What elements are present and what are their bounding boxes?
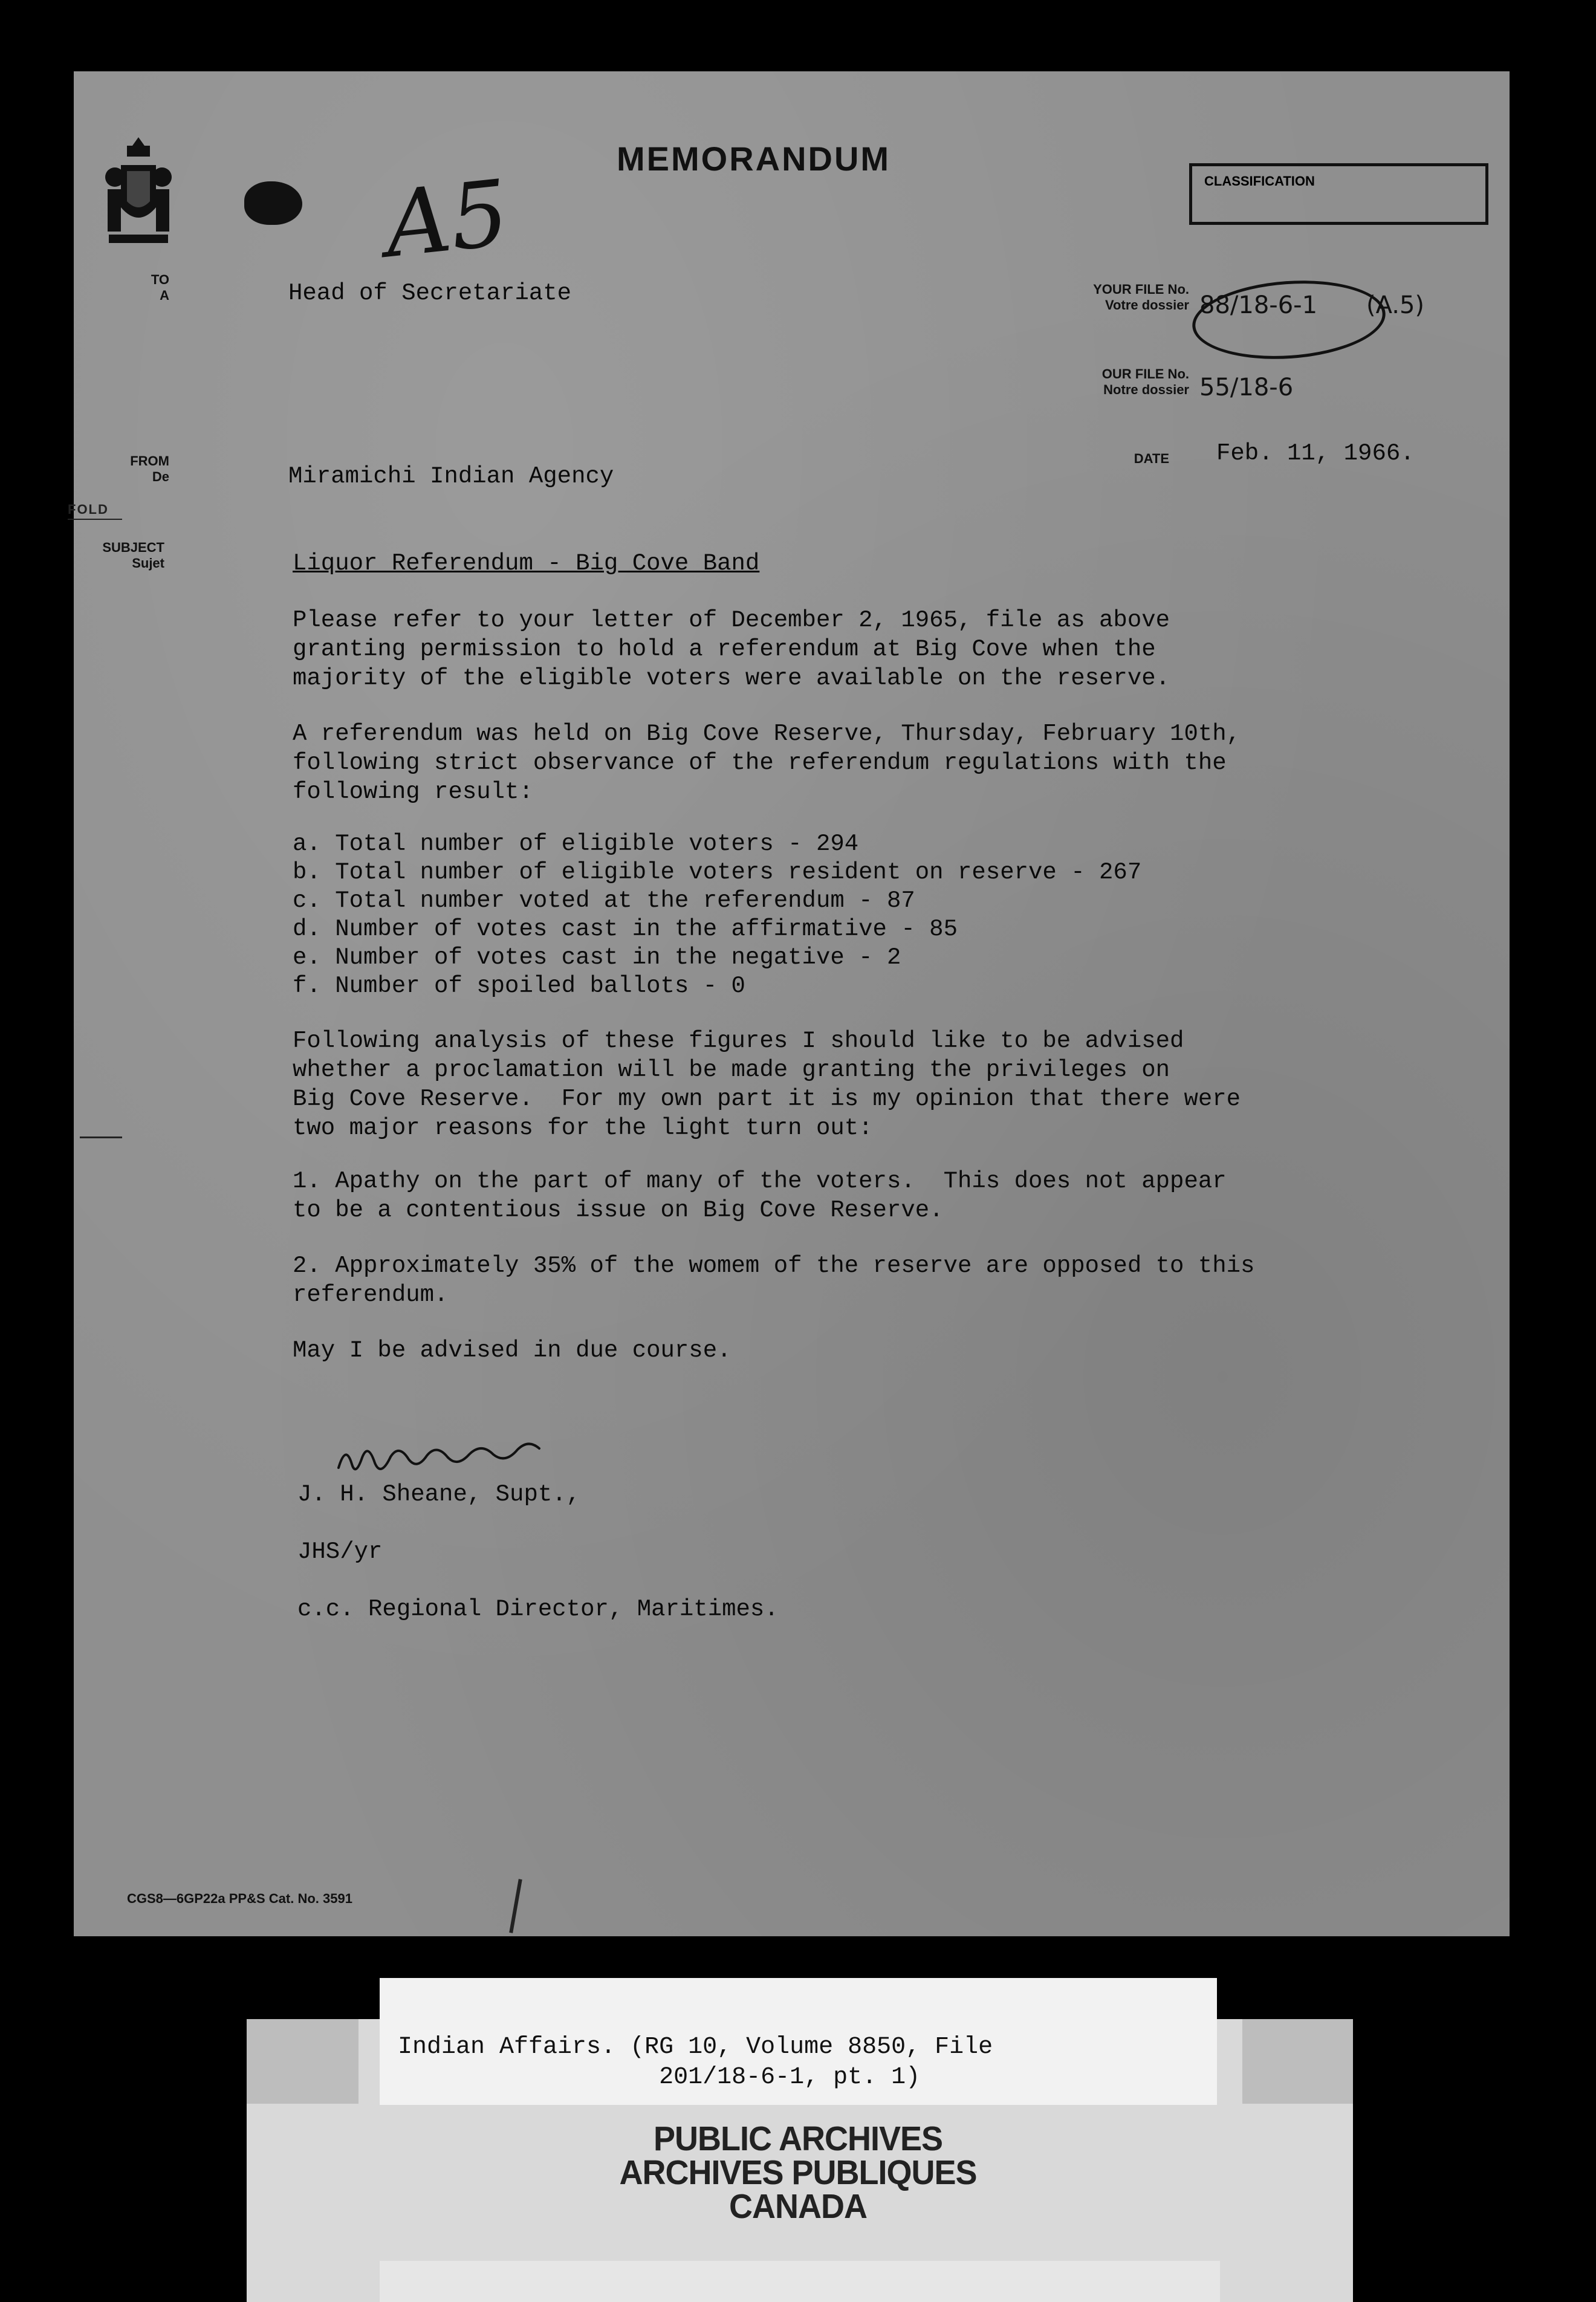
archives-stamp: [496, 2119, 1100, 2226]
card-notch: [1242, 2019, 1353, 2104]
memorandum-page: [68, 71, 1510, 1936]
from-value: Miramichi Indian Agency: [288, 463, 614, 490]
result-item: e. Number of votes cast in the negative - 2: [293, 944, 901, 971]
subject-label: SUBJECT Sujet: [102, 540, 164, 571]
our-file-value: 55/18-6: [1199, 374, 1294, 401]
fold-mark: FOLD: [68, 502, 109, 517]
paragraph-referendum: A referendum was held on Big Cove Reserve, Thursday, February 10th, following strict observance of the referendum regulations with the following result:: [293, 721, 1241, 805]
results-list: [293, 830, 1141, 1000]
signature-icon: [334, 1436, 576, 1479]
handwritten-mark: A5: [380, 160, 514, 279]
date-label: DATE: [1134, 451, 1169, 466]
result-item: d. Number of votes cast in the affirmative - 85: [293, 916, 958, 942]
classification-box: [1189, 163, 1488, 225]
from-label: FROM De: [130, 453, 169, 484]
stamp-line: ARCHIVES PUBLIQUES: [619, 2153, 977, 2192]
margin-tick: [80, 1136, 122, 1138]
your-file-suffix: (A.5): [1366, 291, 1425, 319]
memo-title: MEMORANDUM: [617, 140, 891, 178]
carbon-copy: c.c. Regional Director, Maritimes.: [297, 1596, 779, 1623]
form-code: CGS8—6GP22a PP&S Cat. No. 3591: [127, 1891, 352, 1906]
classification-label: CLASSIFICATION: [1204, 173, 1315, 189]
your-file-label: YOUR FILE No. Votre dossier: [1093, 282, 1189, 313]
paragraph-request: Please refer to your letter of December 2, 1965, file as above granting permission to hold a referendum at Big Cove when the majority of the eligible voters were available on the reserve.: [293, 607, 1170, 692]
to-label: TO A: [151, 272, 169, 303]
coat-of-arms-icon: [103, 135, 174, 250]
reason-one: 1. Apathy on the part of many of the voters. This does not appear to be a contentious issue on Big Cove Reserve.: [293, 1168, 1227, 1224]
closing-line: May I be advised in due course.: [293, 1337, 731, 1364]
signer-name: J. H. Sheane, Supt.,: [297, 1481, 581, 1508]
card-notch: [247, 2019, 358, 2104]
to-value: Head of Secretariate: [288, 280, 572, 306]
subject-value: Liquor Referendum - Big Cove Band: [293, 550, 760, 577]
fold-line: [68, 519, 122, 520]
result-item: b. Total number of eligible voters resident on reserve - 267: [293, 859, 1142, 886]
result-item: f. Number of spoiled ballots - 0: [293, 973, 745, 999]
card-bottom-strip: [380, 2261, 1220, 2302]
paper-crack: [509, 1879, 522, 1933]
stamp-line: CANADA: [729, 2187, 867, 2226]
result-item: c. Total number voted at the referendum - 87: [293, 887, 915, 914]
stamp-line: PUBLIC ARCHIVES: [653, 2119, 943, 2158]
paragraph-analysis: Following analysis of these figures I should like to be advised whether a proclamation will be made granting the privileges on Big Cove Reserve. For my own part it is my opinion that there were two major reasons for the light turn out:: [293, 1028, 1241, 1141]
archive-reference: Indian Affairs. (RG 10, Volume 8850, File 201/18-6-1, pt. 1): [398, 2034, 993, 2091]
our-file-label: OUR FILE No. Notre dossier: [1101, 366, 1189, 397]
your-file-value: 88/18-6-1: [1199, 291, 1318, 319]
handwritten-circle: [1190, 274, 1388, 365]
ink-blot: [244, 181, 302, 225]
typist-initials: JHS/yr: [297, 1538, 383, 1565]
result-item: a. Total number of eligible voters - 294: [293, 831, 859, 857]
date-value: Feb. 11, 1966.: [1216, 440, 1415, 467]
reason-two: 2. Approximately 35% of the womem of the reserve are opposed to this referendum.: [293, 1253, 1255, 1308]
